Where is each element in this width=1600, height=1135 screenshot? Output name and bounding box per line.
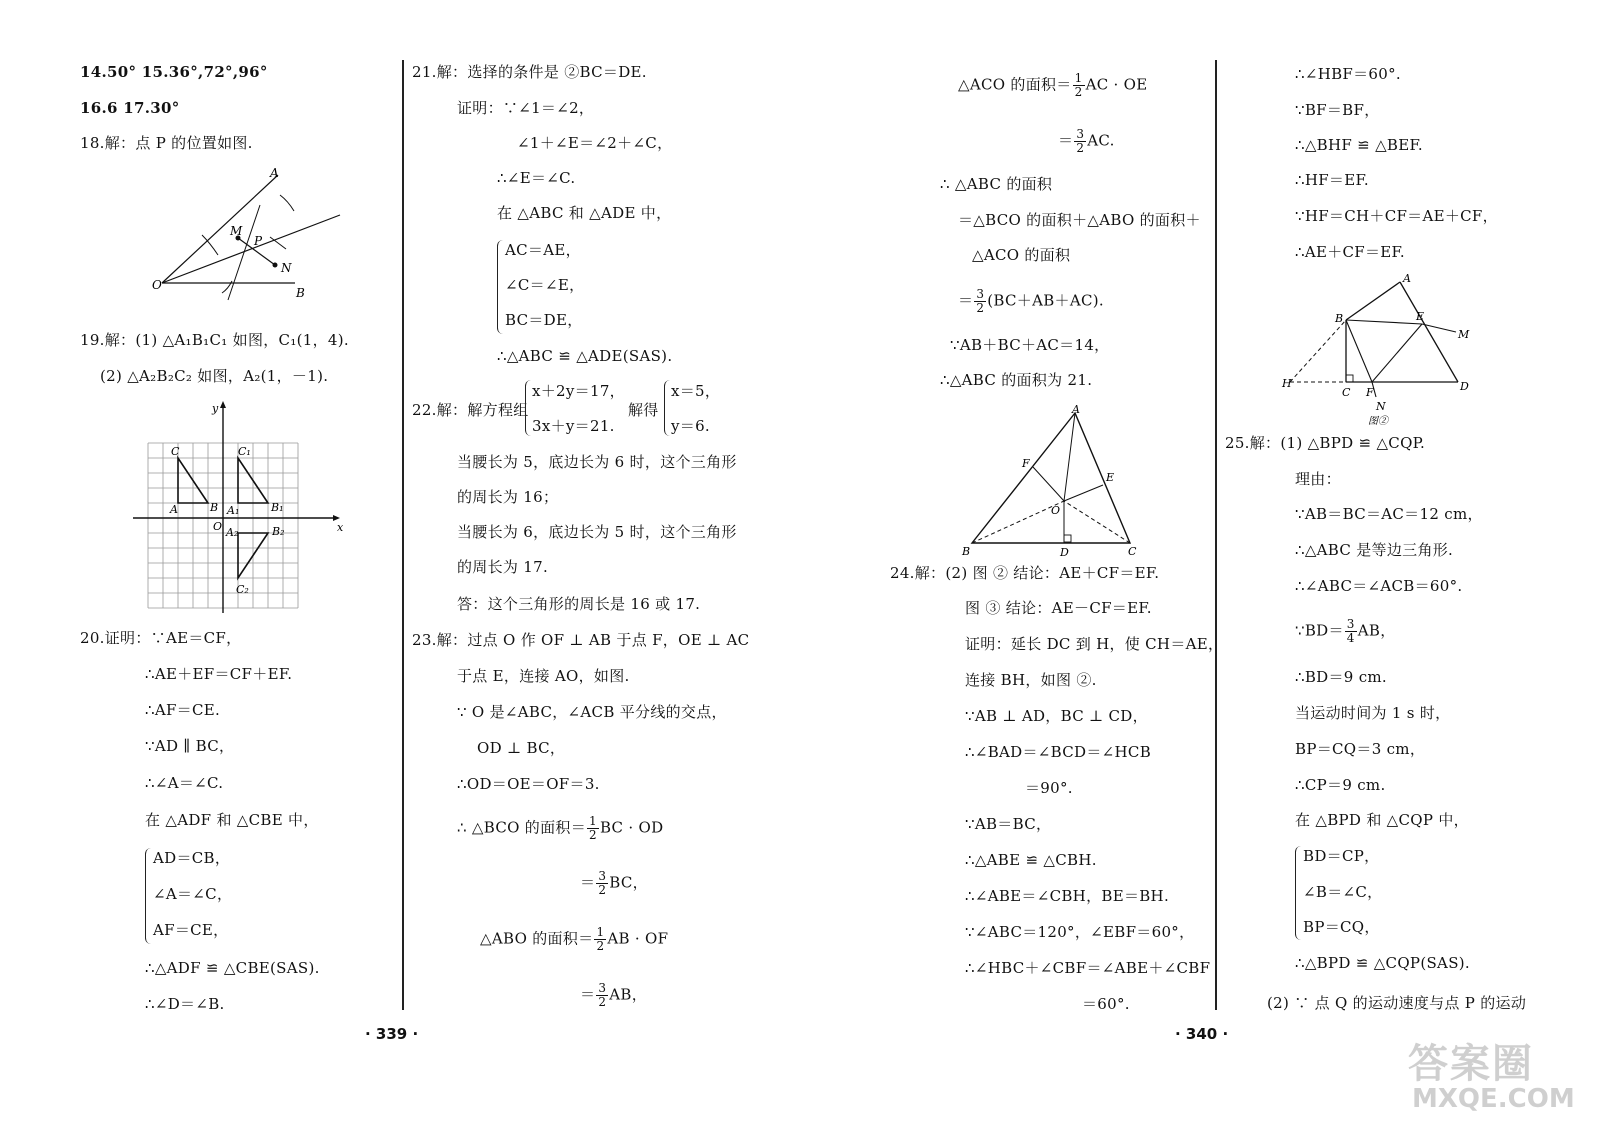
label-e: E	[1416, 310, 1425, 323]
q23-area-aco: △ACO 的面积＝ $\frac{1}{2}$ AC · OE	[958, 71, 1148, 99]
q20-cond-3: AF＝CE，	[153, 921, 229, 939]
fraction-three-halves: $\frac{3}{2}$	[976, 287, 985, 315]
fig-19-coordinate-grid	[128, 398, 348, 618]
segment-oe	[1064, 485, 1103, 501]
system-brace	[145, 848, 152, 944]
q25-step-1: ∵AB＝BC＝AC＝12 cm，	[1295, 505, 1483, 523]
label-n: N	[281, 261, 292, 275]
q25-step-2: ∴△ABC 是等边三角形.	[1295, 541, 1454, 559]
q24-proof-10: ∴∠HBC＋∠CBF＝∠ABE＋∠CBF	[965, 959, 1211, 977]
q22-answer: 答：这个三角形的周长是 16 或 17.	[457, 595, 701, 613]
q23-line-5: ∴OD＝OE＝OF＝3.	[457, 775, 600, 793]
q23-area-abo: △ABO 的面积＝ $\frac{1}{2}$ AB · OF	[480, 925, 669, 953]
label-a: A	[1403, 272, 1411, 285]
label-p: P	[254, 234, 263, 248]
q19-part2: (2) △A₂B₂C₂ 如图，A₂(1，－1).	[100, 367, 329, 385]
page-number: · 339 ·	[365, 1025, 419, 1043]
segment-ao	[1064, 413, 1075, 501]
fraction-three-halves: $\frac{3}{2}$	[598, 981, 607, 1009]
q23-total-area-2: ＝△BCO 的面积＋△ABO 的面积＋	[958, 211, 1201, 229]
q24-proof-2: 连接 BH，如图 ②.	[965, 671, 1097, 689]
label-b: B	[296, 286, 305, 300]
label-c2: C₂	[236, 583, 249, 596]
column-divider	[1215, 60, 1217, 1010]
label-m: M	[230, 224, 243, 238]
q23-total-area: ∴ △ABC 的面积	[940, 175, 1053, 193]
q24-proof-6: ∵AB＝BC，	[965, 815, 1052, 833]
q21-cond-2: ∠C＝∠E，	[505, 276, 585, 294]
q24-proof-11: ＝60°.	[1082, 995, 1130, 1013]
label-b2: B₂	[272, 525, 285, 538]
q25-step-8: ∴CP＝9 cm.	[1295, 776, 1386, 794]
perp-bisector	[228, 205, 260, 300]
q25-step-3: ∴∠ABC＝∠ACB＝60°.	[1295, 577, 1463, 595]
q23-area-bco-result: ＝ $\frac{3}{2}$ BC，	[580, 869, 648, 897]
label-c: C	[1342, 386, 1351, 399]
q24-proof-16: ∵HF＝CH＋CF＝AE＋CF，	[1295, 207, 1498, 225]
q20-cond-1: AD＝CB，	[153, 849, 231, 867]
q25-cond-1: BD＝CP，	[1303, 847, 1380, 865]
right-page	[800, 0, 1600, 1135]
ray-oa	[162, 175, 278, 283]
label-c1: C₁	[238, 445, 251, 458]
label-o: O	[152, 278, 162, 292]
answers-14-15: 14.50° 15.36°,72°,96°	[80, 63, 268, 81]
point-n	[273, 263, 278, 268]
q22-eq-1: x＋2y＝17，	[532, 382, 625, 400]
segment-bf	[1346, 320, 1372, 382]
q20-step-6: ∴△ADF ≌ △CBE(SAS).	[145, 959, 320, 977]
q24-proof-3: ∵AB ⊥ AD，BC ⊥ CD，	[965, 707, 1148, 725]
q24-proof-4: ∴∠BAD＝∠BCD＝∠HCB	[965, 743, 1152, 761]
q23-total-area-3: △ACO 的面积	[972, 246, 1071, 264]
q19-part1: 19.解：(1) △A₁B₁C₁ 如图，C₁(1，4).	[80, 331, 349, 349]
q23-perimeter: ∵AB＋BC＋AC＝14，	[950, 336, 1110, 354]
segment-be	[1346, 320, 1422, 324]
system-brace	[664, 380, 671, 436]
fraction-half: $\frac{1}{2}$	[596, 925, 605, 953]
segment-hb	[1290, 320, 1346, 382]
q24-proof-17: ∴AE＋CF＝EF.	[1295, 243, 1405, 261]
page-number: · 340 ·	[1175, 1025, 1229, 1043]
label-a2: A₂	[226, 526, 239, 539]
label-b: B	[1335, 312, 1344, 325]
fig-24-quadrilateral	[1280, 272, 1480, 432]
answers-16-17: 16.6 17.30°	[80, 99, 180, 117]
fraction-half: $\frac{1}{2}$	[1074, 71, 1083, 99]
label-c: C	[1128, 545, 1137, 558]
q21-proof-3: ∴∠E＝∠C.	[497, 169, 576, 187]
q25-reason-label: 理由：	[1295, 470, 1341, 488]
fraction-half: $\frac{1}{2}$	[589, 814, 597, 842]
right-angle-c	[1346, 375, 1353, 382]
q23-total-area-4: ＝ $\frac{3}{2}$ (BC＋AB＋AC).	[958, 287, 1104, 315]
q20-step-7: ∴∠D＝∠B.	[145, 995, 225, 1013]
q23-area-bco: ∴ △BCO 的面积＝ $\frac{1}{2}$ BC · OD	[457, 814, 664, 842]
label-o: O	[1051, 504, 1061, 517]
segment-co	[1064, 501, 1130, 543]
label-a: A	[170, 503, 178, 516]
q21-cond-1: AC＝AE，	[505, 241, 581, 259]
q25-cond-3: BP＝CQ，	[1303, 918, 1380, 936]
fraction-three-halves: $\frac{3}{2}$	[1076, 127, 1085, 155]
q25-step-4: ∵BD＝ $\frac{3}{4}$ AB，	[1295, 617, 1396, 645]
q23-area-aco-result: ＝ $\frac{3}{2}$ AC.	[1058, 127, 1115, 155]
q21-proof-2: ∠1＋∠E＝∠2＋∠C，	[517, 134, 673, 152]
q22-case-2b: 的周长为 17.	[457, 558, 549, 576]
q22-solution: 22.解：解方程组	[412, 401, 529, 419]
q25-part2: (2) ∵ 点 Q 的运动速度与点 P 的运动	[1267, 994, 1527, 1012]
q23-line-3: ∵ O 是∠ABC，∠ACB 平分线的交点，	[457, 703, 727, 721]
q25-step-10: ∴△BPD ≌ △CQP(SAS).	[1295, 954, 1470, 972]
label-a1: A₁	[227, 504, 240, 517]
segment-ba	[1346, 282, 1400, 320]
label-x: x	[337, 521, 344, 534]
fraction-three-quarters: $\frac{3}{4}$	[1346, 617, 1355, 645]
label-b: B	[962, 545, 971, 558]
q25-solution: 25.解：(1) △BPD ≌ △CQP.	[1225, 434, 1426, 452]
q24-conclusion-3: 图 ③ 结论：AE－CF＝EF.	[965, 599, 1152, 617]
segment-ef	[1372, 324, 1422, 382]
label-d: D	[1460, 380, 1469, 393]
q22-case-2: 当腰长为 6，底边长为 5 时，这个三角形	[457, 523, 737, 541]
segment-ad	[1400, 282, 1458, 382]
q22-solve-label: 解得	[628, 401, 659, 419]
q21-proof-5: ∴△ABC ≌ △ADE(SAS).	[497, 347, 673, 365]
q24-proof-12: ∴∠HBF＝60°.	[1295, 65, 1401, 83]
q24-proof-13: ∵BF＝BF，	[1295, 101, 1380, 119]
q25-step-7: BP＝CQ＝3 cm，	[1295, 740, 1426, 758]
system-brace	[525, 380, 532, 436]
q20-step-4: ∴∠A＝∠C.	[145, 774, 224, 792]
label-d: D	[1060, 546, 1069, 559]
q23-line-4: OD ⊥ BC，	[477, 739, 566, 757]
q24-solution: 24.解：(2) 图 ② 结论：AE＋CF＝EF.	[890, 564, 1160, 582]
y-axis-arrow	[220, 401, 226, 408]
label-origin: O	[213, 520, 223, 533]
q21-solution: 21.解：选择的条件是 ②BC＝DE.	[412, 63, 647, 81]
label-c: C	[171, 445, 180, 458]
q25-step-9: 在 △BPD 和 △CQP 中，	[1295, 811, 1469, 829]
arc-2	[280, 195, 294, 211]
q25-step-5: ∴BD＝9 cm.	[1295, 668, 1387, 686]
q20-proof-start: 20.证明：∵AE＝CF，	[80, 629, 242, 647]
q24-proof-1: 证明：延长 DC 到 H，使 CH＝AE，	[965, 635, 1224, 653]
q21-proof-4: 在 △ABC 和 △ADE 中，	[497, 204, 672, 222]
fig-23-triangle	[960, 405, 1145, 560]
q25-step-6: 当运动时间为 1 s 时，	[1295, 704, 1451, 722]
label-m: M	[1458, 328, 1470, 341]
label-h: H	[1282, 377, 1292, 390]
q25-cond-2: ∠B＝∠C，	[1303, 883, 1383, 901]
segment-of	[1033, 467, 1064, 501]
label-y: y	[212, 402, 219, 415]
system-brace	[1295, 846, 1302, 940]
q24-proof-7: ∴△ABE ≌ △CBH.	[965, 851, 1097, 869]
q23-area-abo-result: ＝ $\frac{3}{2}$ AB，	[580, 981, 648, 1009]
q24-proof-5: ＝90°.	[1025, 779, 1073, 797]
q22-sol-x: x＝5，	[671, 382, 721, 400]
q20-step-5: 在 △ADF 和 △CBE 中，	[145, 811, 319, 829]
fig-18-angle-bisector	[150, 165, 350, 305]
bisector	[162, 215, 340, 283]
figure-caption: 图②	[1368, 416, 1388, 427]
watermark-logo: 答案圈	[1408, 1041, 1534, 1087]
q22-case-1: 当腰长为 5，底边长为 6 时，这个三角形	[457, 453, 737, 471]
watermark-url: MXQE.COM	[1412, 1084, 1575, 1114]
right-angle-d	[1064, 535, 1071, 542]
q22-sol-y: y＝6.	[671, 417, 710, 435]
q24-proof-9: ∵∠ABC＝120°，∠EBF＝60°，	[965, 923, 1195, 941]
q20-step-2: ∴AF＝CE.	[145, 701, 221, 719]
label-f: F	[1366, 386, 1374, 399]
q18-solution: 18.解：点 P 的位置如图.	[80, 134, 253, 152]
q20-cond-2: ∠A＝∠C，	[153, 885, 233, 903]
label-b1: B₁	[271, 501, 284, 514]
q24-proof-8: ∴∠ABE＝∠CBH，BE＝BH.	[965, 887, 1170, 905]
column-divider	[402, 60, 404, 1010]
label-f: F	[1022, 457, 1030, 470]
q22-eq-2: 3x＋y＝21.	[532, 417, 615, 435]
q21-cond-3: BC＝DE，	[505, 311, 583, 329]
q23-result: ∴△ABC 的面积为 21.	[940, 371, 1093, 389]
q23-solution: 23.解：过点 O 作 OF ⊥ AB 于点 F，OE ⊥ AC	[412, 631, 750, 649]
system-brace	[497, 240, 504, 334]
q21-proof-1: 证明：∵∠1＝∠2，	[457, 99, 595, 117]
q20-step-1: ∴AE＋EF＝CF＋EF.	[145, 665, 293, 683]
q24-proof-14: ∴△BHF ≌ △BEF.	[1295, 136, 1423, 154]
label-n: N	[1376, 400, 1386, 413]
label-e: E	[1106, 471, 1115, 484]
label-a: A	[1072, 405, 1080, 416]
q24-proof-15: ∴HF＝EF.	[1295, 171, 1369, 189]
fraction-three-halves: $\frac{3}{2}$	[598, 869, 607, 897]
q22-case-1b: 的周长为 16；	[457, 488, 559, 506]
q20-step-3: ∵AD ∥ BC，	[145, 737, 235, 755]
label-a: A	[270, 166, 279, 180]
q23-line-2: 于点 E，连接 AO，如图.	[457, 667, 630, 685]
label-b: B	[210, 501, 219, 514]
